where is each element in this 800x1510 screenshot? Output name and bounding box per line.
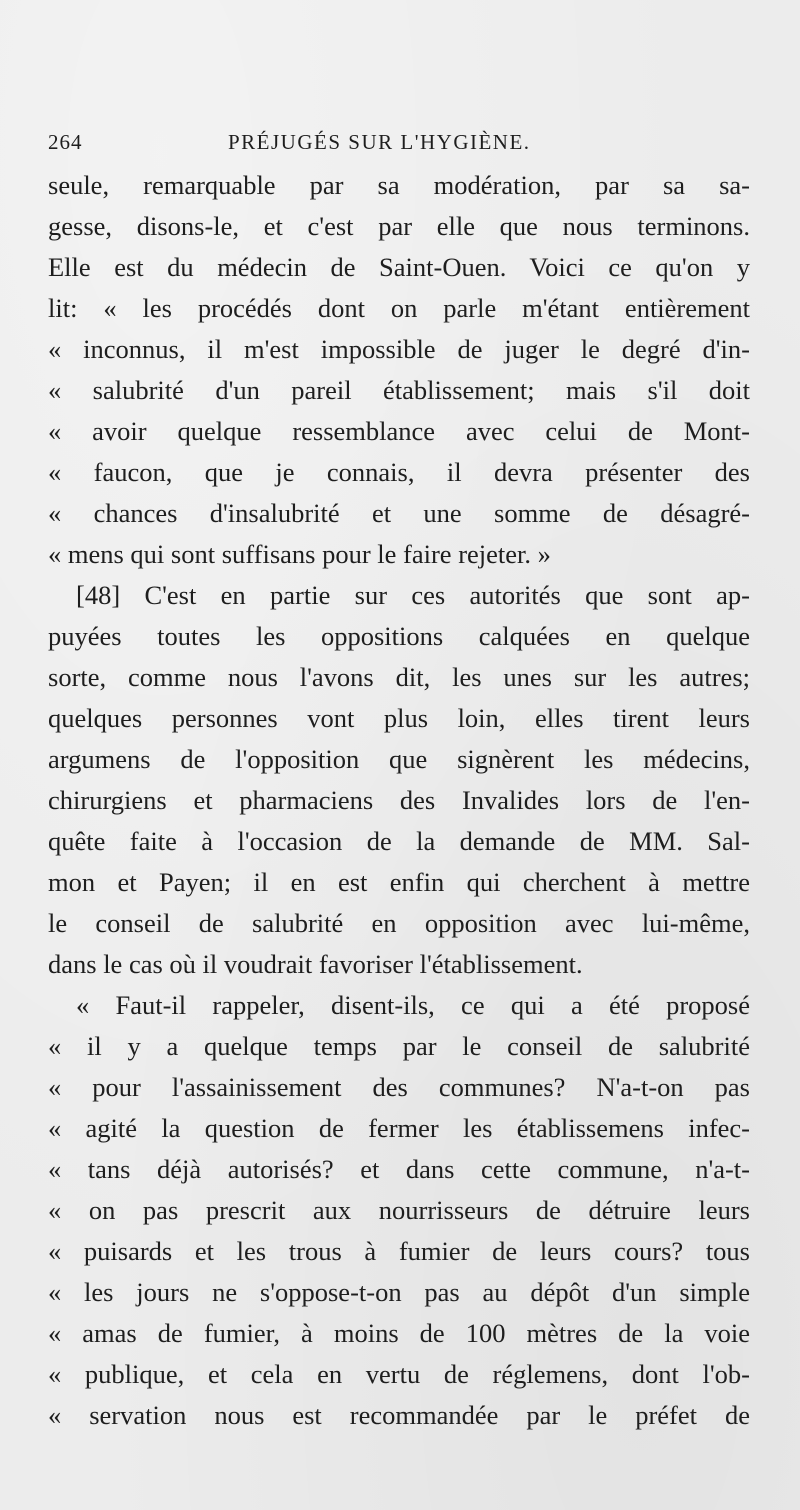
text-line: le conseil de salubrité en opposition avec lui-même, — [48, 908, 750, 938]
text-line: « il y a quelque temps par le conseil de salubrité — [48, 1031, 750, 1061]
paragraph-start-line: [48] C'est en partie sur ces autorités que sont ap- — [76, 580, 750, 610]
text-line: chirurgiens et pharmaciens des Invalides lors de l'en- — [48, 785, 750, 815]
text-line: « les jours ne s'oppose-t-on pas au dépôt d'un simple — [48, 1277, 750, 1307]
text-line: mon et Payen; il en est enfin qui cherchent à mettre — [48, 867, 750, 897]
text-line: « inconnus, il m'est impossible de juger le degré d'in- — [48, 334, 750, 364]
text-line: quelques personnes vont plus loin, elles tirent leurs — [48, 703, 750, 733]
text-line: « servation nous est recommandée par le préfet de — [48, 1400, 750, 1430]
page-number: 264 — [48, 130, 83, 154]
text-line: « amas de fumier, à moins de 100 mètres de la voie — [48, 1318, 750, 1348]
text-line: « chances d'insalubrité et une somme de désagré- — [48, 498, 750, 528]
text-line: sorte, comme nous l'avons dit, les unes sur les autres; — [48, 662, 750, 692]
text-line: « on pas prescrit aux nourrisseurs de détruire leurs — [48, 1195, 750, 1225]
text-line: argumens de l'opposition que signèrent les médecins, — [48, 744, 750, 774]
text-line: « salubrité d'un pareil établissement; mais s'il doit — [48, 375, 750, 405]
text-line: « avoir quelque ressemblance avec celui de Mont- — [48, 416, 750, 446]
text-line: seule, remarquable par sa modération, par sa sa- — [48, 170, 750, 200]
text-line: puyées toutes les oppositions calquées en quelque — [48, 621, 750, 651]
text-line: « mens qui sont suffisans pour le faire rejeter. » — [48, 539, 551, 569]
text-line: « agité la question de fermer les établissemens infec- — [48, 1113, 750, 1143]
body-text — [48, 165, 750, 1436]
text-line: « faucon, que je connais, il devra présenter des — [48, 457, 750, 487]
text-line: quête faite à l'occasion de la demande de MM. Sal- — [48, 826, 750, 856]
running-title: PRÉJUGÉS SUR L'HYGIÈNE. — [228, 130, 531, 154]
text-line: « tans déjà autorisés? et dans cette commune, n'a-t- — [48, 1154, 750, 1184]
page-header — [48, 130, 748, 162]
text-line: dans le cas où il voudrait favoriser l'établissement. — [48, 949, 583, 979]
text-line: « publique, et cela en vertu de réglemens, dont l'ob- — [48, 1359, 750, 1389]
text-line: « pour l'assainissement des communes? N'a-t-on pas — [48, 1072, 750, 1102]
text-line: Elle est du médecin de Saint-Ouen. Voici ce qu'on y — [48, 252, 750, 282]
text-line: « puisards et les trous à fumier de leurs cours? tous — [48, 1236, 750, 1266]
text-line: gesse, disons-le, et c'est par elle que nous terminons. — [48, 211, 750, 241]
text-line: lit: « les procédés dont on parle m'étant entièrement — [48, 293, 750, 323]
paragraph-start-line: « Faut-il rappeler, disent-ils, ce qui a été proposé — [76, 990, 750, 1020]
